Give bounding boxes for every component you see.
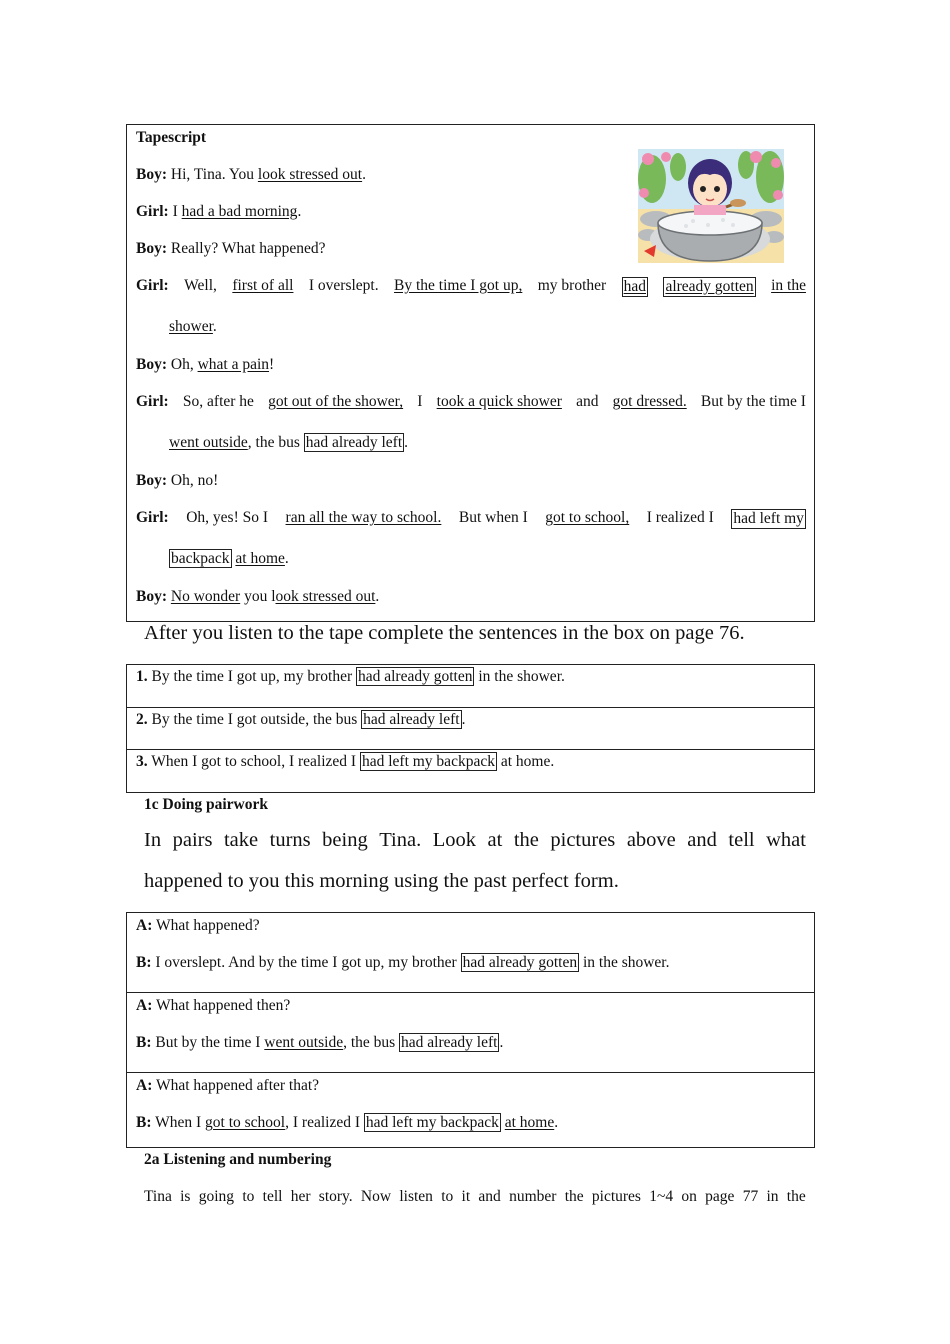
paragraph-1c-line-2: happened to you this morning using the past perfect form. [144,870,619,892]
tape-line-6-cont: went outside, the bus had already left . [169,434,409,451]
tape-line-7: Boy: Oh, no! [136,472,219,489]
instruction-1: After you listen to the tape complete the sentences in the box on page 76. [144,622,745,644]
dialogue-row: A: What happened after that? B: When I got to school, I realized I had left my backpack at home. [136,1077,559,1131]
sentence-row: 2. By the time I got outside, the bus had already left . [127,708,814,750]
paragraph-1c-line-1: In pairs take turns being Tina. Look at the pictures above and tell what [144,829,806,851]
sentences-table [126,664,815,793]
tape-line-4-cont: shower. [169,318,217,335]
tapescript-title: Tapescript [136,129,207,146]
dialogue-row: A: What happened? B: I overslept. And by the time I got up, my brother had already gotten in the shower. [127,913,814,993]
tape-line-1: Boy: Hi, Tina. You look stressed out. [136,166,366,183]
dialogue-row: A: What happened then? B: But by the time I went outside, the bus had already left . [127,993,814,1073]
heading-1c: 1c Doing pairwork [144,796,268,813]
heading-2a: 2a Listening and numbering [144,1151,332,1168]
tape-line-8-cont: backpack at home. [171,550,289,567]
cooking-girl-illustration [638,149,784,263]
tape-line-2: Girl: I had a bad morning. [136,203,302,220]
dialogue-table [126,912,815,1148]
tapescript-box [126,124,815,622]
tape-line-3: Boy: Really? What happened? [136,240,326,257]
tape-line-4: Girl: Well, first of all I overslept. By the time I got up, my brother had already gotten in the [136,277,806,295]
tape-line-8: Girl: Oh, yes! So I ran all the way to school. But when I got to school, I realized I had left my [136,509,804,527]
sentence-row: 3. When I got to school, I realized I had left my backpack at home. [136,753,555,770]
tape-line-5: Boy: Oh, what a pain! [136,356,275,373]
paragraph-2a: Tina is going to tell her story. Now listen to it and number the pictures 1~4 on page 77 in the [144,1188,806,1205]
tape-line-6: Girl: So, after he got out of the shower, I took a quick shower and got dressed. But by the time I [136,393,806,410]
sentence-row: 1. By the time I got up, my brother had already gotten in the shower. [127,665,814,708]
tape-line-9: Boy: No wonder you look stressed out. [136,588,380,605]
